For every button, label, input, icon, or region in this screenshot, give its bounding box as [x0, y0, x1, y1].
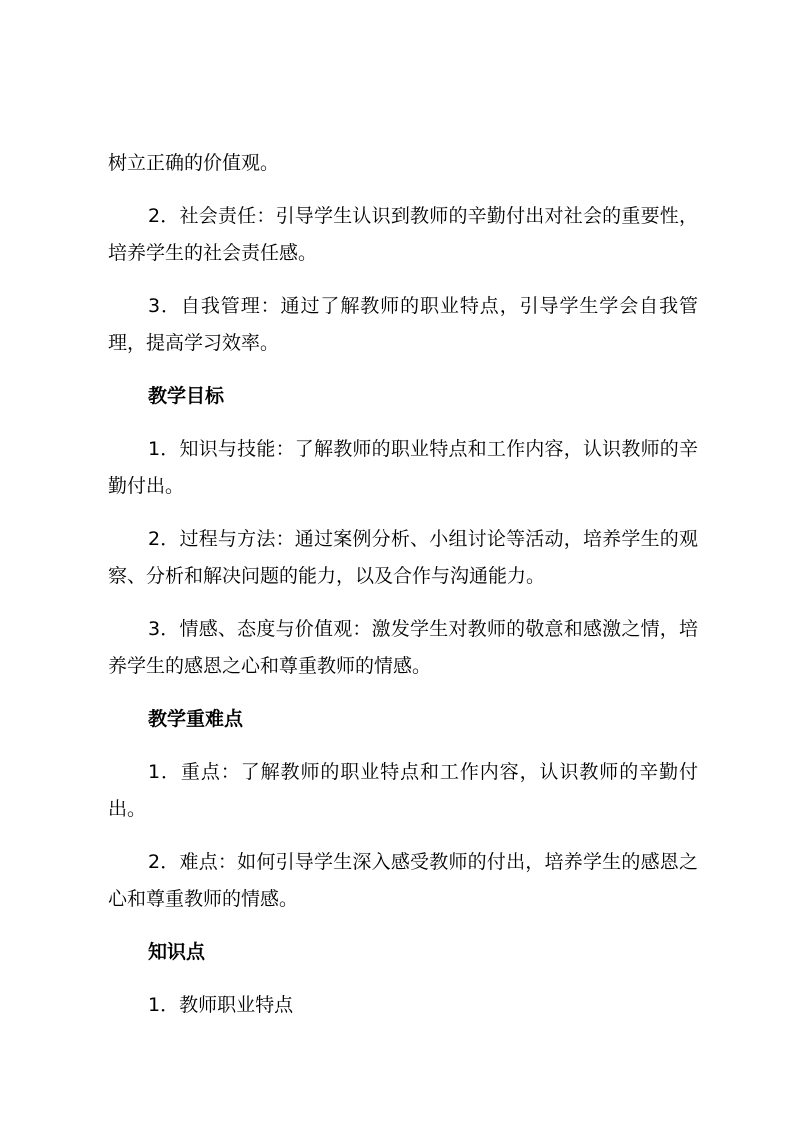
- paragraph-process-methods: 2．过程与方法：通过案例分析、小组讨论等活动，培养学生的观察、分析和解决问题的能力，以及合作与沟通能力。: [108, 528, 698, 587]
- paragraph-emotion-attitude: 3．情感、态度与价值观：激发学生对教师的敬意和感激之情，培养学生的感恩之心和尊重教师的情感。: [108, 618, 698, 677]
- heading-teaching-objectives: 教学目标: [148, 385, 225, 407]
- heading-key-difficult-points: 教学重难点: [148, 708, 244, 730]
- document-body: [108, 145, 698, 1040]
- paragraph-self-management: 3．自我管理：通过了解教师的职业特点，引导学生学会自我管理，提高学习效率。: [108, 295, 698, 354]
- paragraph-teacher-career-features: 1．教师职业特点: [148, 994, 294, 1016]
- paragraph-social-responsibility: 2．社会责任：引导学生认识到教师的辛勤付出对社会的重要性，培养学生的社会责任感。: [108, 205, 698, 264]
- heading-knowledge-points: 知识点: [148, 941, 206, 963]
- paragraph-difficult-point: 2．难点：如何引导学生深入感受教师的付出，培养学生的感恩之心和尊重教师的情感。: [108, 851, 698, 910]
- paragraph-knowledge-skills: 1．知识与技能：了解教师的职业特点和工作内容，认识教师的辛勤付出。: [108, 438, 698, 497]
- paragraph-values-continuation: 树立正确的价值观。: [108, 152, 280, 174]
- paragraph-key-point: 1．重点：了解教师的职业特点和工作内容，认识教师的辛勤付出。: [108, 761, 698, 820]
